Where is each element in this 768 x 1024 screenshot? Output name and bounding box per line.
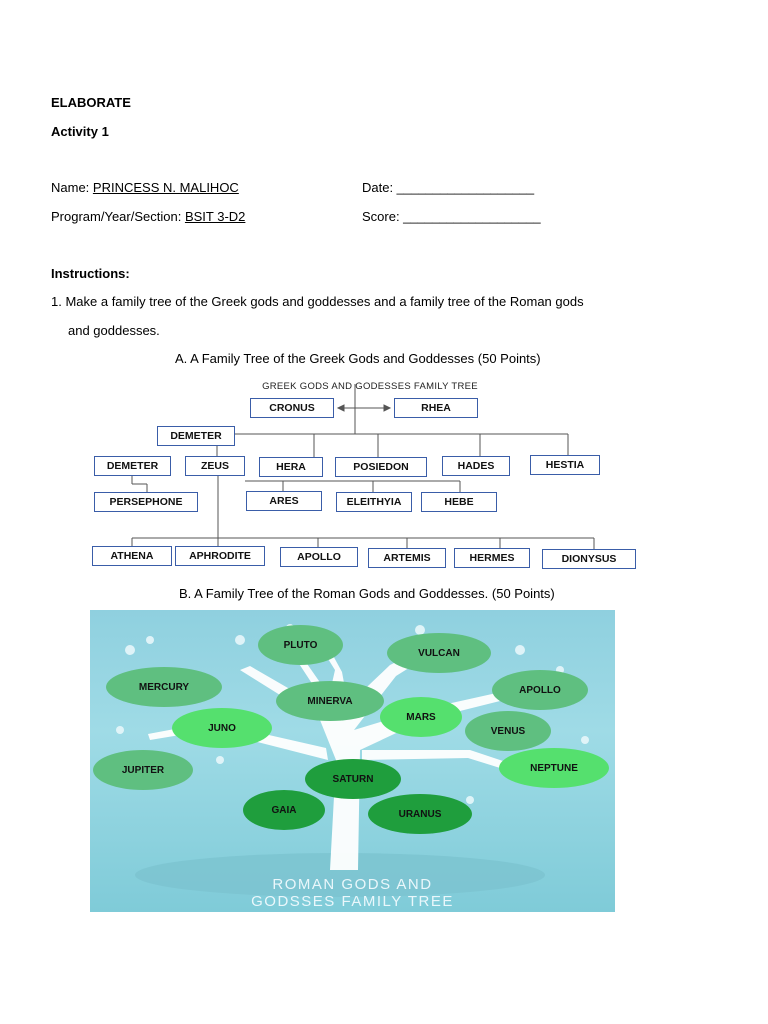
instructions-heading: Instructions: xyxy=(51,266,130,281)
roman-tree-title-line-2: GODSSES FAMILY TREE xyxy=(251,893,454,910)
node-pluto: PLUTO xyxy=(258,625,343,665)
program-value: BSIT 3-D2 xyxy=(184,209,246,224)
node-ares: ARES xyxy=(246,491,322,511)
node-aphrodite: APHRODITE xyxy=(175,546,265,566)
node-venus: VENUS xyxy=(465,711,551,751)
node-rhea: RHEA xyxy=(394,398,478,418)
node-hermes: HERMES xyxy=(454,548,530,568)
activity-heading: Activity 1 xyxy=(51,124,109,139)
part-a-heading: A. A Family Tree of the Greek Gods and Goddesses (50 Points) xyxy=(175,351,541,366)
node-juno: JUNO xyxy=(172,708,272,748)
node-jupiter: JUPITER xyxy=(93,750,193,790)
program-label: Program/Year/Section: xyxy=(51,209,185,224)
instruction-line-2: and goddesses. xyxy=(68,323,160,338)
node-vulcan: VULCAN xyxy=(387,633,491,673)
name-label: Name: xyxy=(51,180,93,195)
node-apollo-roman: APOLLO xyxy=(492,670,588,710)
score-field: Score: ___________________ xyxy=(362,209,541,224)
node-demeter-top: DEMETER xyxy=(157,426,235,446)
node-mars: MARS xyxy=(380,697,462,737)
name-line xyxy=(51,180,239,195)
part-b-heading: B. A Family Tree of the Roman Gods and Goddesses. (50 Points) xyxy=(179,586,555,601)
node-cronus: CRONUS xyxy=(250,398,334,418)
instruction-line-1: 1. Make a family tree of the Greek gods and goddesses and a family tree of the Roman gods xyxy=(51,294,584,309)
node-hebe: HEBE xyxy=(421,492,497,512)
greek-tree-title: GREEK GODS AND GODESSES FAMILY TREE xyxy=(262,381,478,392)
node-uranus: URANUS xyxy=(368,794,472,834)
node-hera: HERA xyxy=(259,457,323,477)
node-apollo: APOLLO xyxy=(280,547,358,567)
node-dionysus: DIONYSUS xyxy=(542,549,636,569)
node-hades: HADES xyxy=(442,456,510,476)
roman-tree-title-line-1: ROMAN GODS AND xyxy=(272,876,433,893)
name-value: PRINCESS N. MALIHOC xyxy=(92,180,239,195)
node-minerva: MINERVA xyxy=(276,681,384,721)
roman-family-tree xyxy=(90,610,615,912)
greek-family-tree xyxy=(90,376,650,571)
node-mercury: MERCURY xyxy=(106,667,222,707)
node-gaia: GAIA xyxy=(243,790,325,830)
program-line xyxy=(51,209,245,224)
date-field: Date: ___________________ xyxy=(362,180,535,195)
node-artemis: ARTEMIS xyxy=(368,548,446,568)
node-hestia: HESTIA xyxy=(530,455,600,475)
node-persephone: PERSEPHONE xyxy=(94,492,198,512)
node-zeus: ZEUS xyxy=(185,456,245,476)
node-saturn: SATURN xyxy=(305,759,401,799)
node-eleithyia: ELEITHYIA xyxy=(336,492,412,512)
node-neptune: NEPTUNE xyxy=(499,748,609,788)
node-demeter: DEMETER xyxy=(94,456,171,476)
node-athena: ATHENA xyxy=(92,546,172,566)
section-heading: ELABORATE xyxy=(51,95,131,110)
node-posiedon: POSIEDON xyxy=(335,457,427,477)
